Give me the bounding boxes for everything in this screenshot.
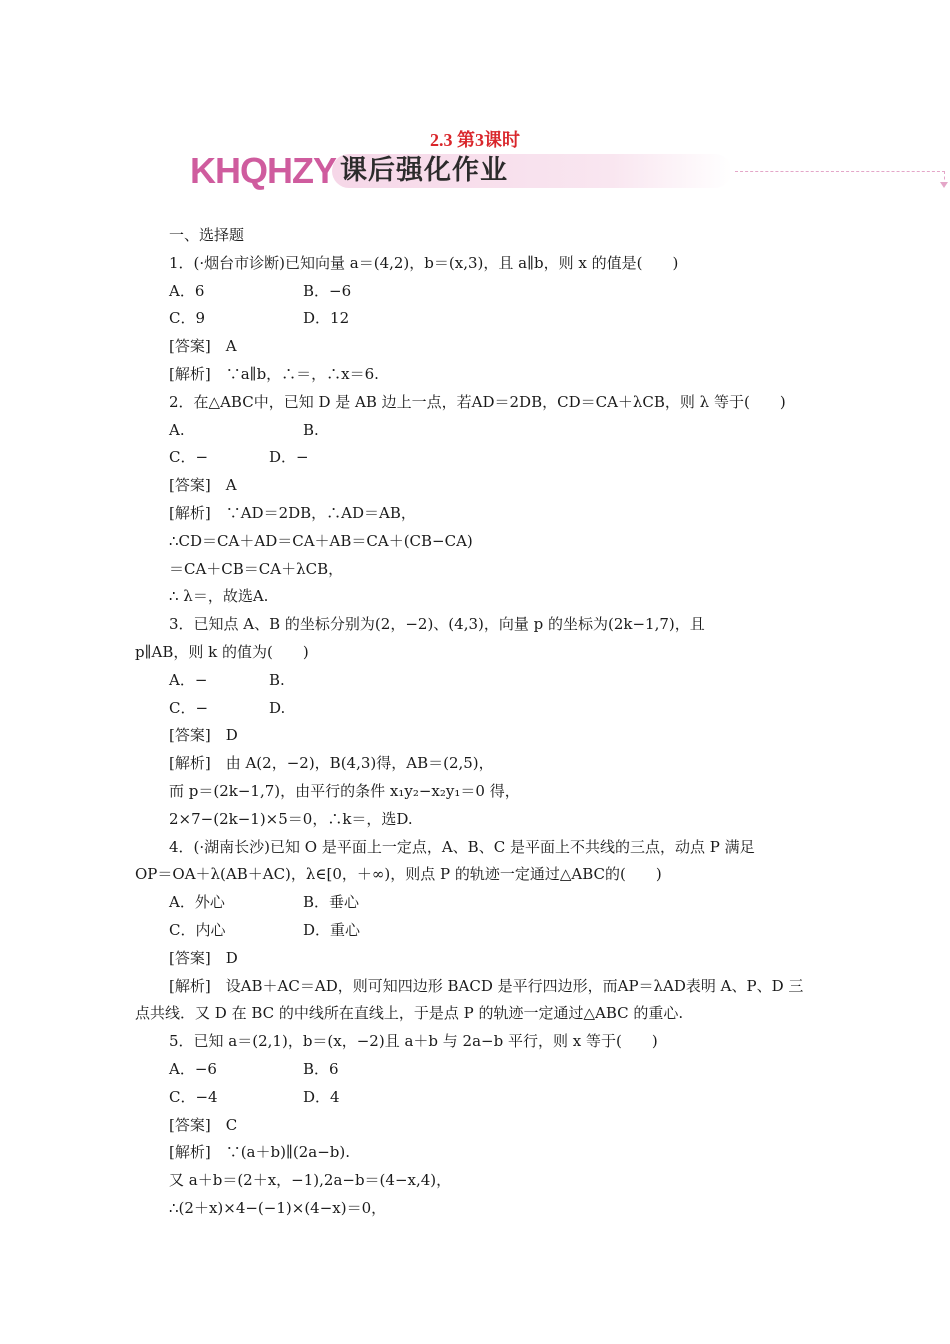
option-text: B. xyxy=(303,420,319,439)
option-text: D．− xyxy=(269,448,309,467)
option-text: D．重心 xyxy=(303,920,361,939)
text-line: [解析] ∵(a＋b)∥(2a−b). xyxy=(169,1143,351,1162)
answer-options-row xyxy=(135,667,825,695)
text-line: [答案] A xyxy=(169,476,237,495)
text-line: 又 a＋b＝(2＋x，−1),2a−b＝(4−x,4)， xyxy=(169,1171,452,1190)
text-line: p∥AB，则 k 的值为( ) xyxy=(135,642,309,661)
answer-options-row xyxy=(135,1084,825,1112)
text-line: [答案] C xyxy=(169,1115,238,1134)
option-text: B．−6 xyxy=(303,281,352,300)
section-heading: 一、选择题 xyxy=(169,226,245,244)
banner-label: 课后强化作业 xyxy=(340,155,508,186)
option-text: A．− xyxy=(169,670,208,689)
text-line: ∴ λ＝，故选A. xyxy=(169,587,269,606)
banner-dashed-line xyxy=(735,171,945,172)
text-line: 2．在△ABC中，已知 D 是 AB 边上一点，若AD＝2DB，CD＝CA＋λCB，则 λ 等于( ) xyxy=(169,392,786,411)
text-line: 5．已知 a＝(2,1)，b＝(x，−2)且 a＋b 与 2a−b 平行，则 x 等于( ) xyxy=(169,1032,658,1051)
option-text: B. xyxy=(269,670,285,689)
option-text: A．6 xyxy=(169,281,205,300)
text-line: [解析] 由 A(2，−2)，B(4,3)得，AB＝(2,5)， xyxy=(169,754,494,773)
text-line: [解析] 设AB＋AC＝AD，则可知四边形 BACD 是平行四边形，而AP＝λAD表明 A、P、D 三 xyxy=(169,976,804,995)
banner-arrow-icon xyxy=(940,182,948,188)
text-line: 3．已知点 A、B 的坐标分别为(2，−2)、(4,3)，向量 p 的坐标为(2k−1,7)，且 xyxy=(169,615,705,634)
text-line: OP＝OA＋λ(AB＋AC)，λ∈[0，＋∞)，则点 P 的轨迹一定通过△ABC的( ) xyxy=(135,865,662,884)
text-line: [解析] ∵a∥b，∴＝，∴x＝6. xyxy=(169,364,379,383)
text-line: 点共线．又 D 在 BC 的中线所在直线上，于是点 P 的轨迹一定通过△ABC 的重心. xyxy=(135,1004,684,1023)
option-text: B．垂心 xyxy=(303,893,360,912)
answer-options-row xyxy=(135,917,825,945)
text-line: [答案] A xyxy=(169,337,237,356)
option-text: C．9 xyxy=(169,309,206,328)
answer-options-row xyxy=(135,417,825,445)
option-text: D．4 xyxy=(303,1087,340,1106)
text-line: ∴CD＝CA＋AD＝CA＋AB＝CA＋(CB−CA) xyxy=(169,531,473,550)
page-title: 2.3 第3课时 xyxy=(430,130,520,150)
answer-options-row xyxy=(135,695,825,723)
banner-logo: KHQHZY xyxy=(190,150,336,191)
option-text: D．12 xyxy=(303,309,350,328)
answer-options-row xyxy=(135,444,825,472)
answer-options-row xyxy=(135,278,825,306)
text-line: 2×7−(2k−1)×5＝0，∴k＝，选D. xyxy=(169,809,413,828)
text-line: 4．(·湖南长沙)已知 O 是平面上一定点，A、B、C 是平面上不共线的三点，动点 P 满足 xyxy=(169,837,755,856)
exercise-lines xyxy=(135,250,825,1223)
text-line: [答案] D xyxy=(169,948,238,967)
option-text: C．内心 xyxy=(169,920,226,939)
option-text: D. xyxy=(269,698,286,717)
answer-options-row xyxy=(135,889,825,917)
answer-options-row xyxy=(135,305,825,333)
option-text: C．− xyxy=(169,698,209,717)
option-text: B．6 xyxy=(303,1059,339,1078)
text-line: 1．(·烟台市诊断)已知向量 a＝(4,2)，b＝(x,3)，且 a∥b，则 x 的值是( ) xyxy=(169,253,679,272)
text-line: [答案] D xyxy=(169,726,238,745)
option-text: A．外心 xyxy=(169,893,225,912)
answer-options-row xyxy=(135,1056,825,1084)
text-line: ＝CA＋CB＝CA＋λCB， xyxy=(169,559,344,578)
text-line: 而 p＝(2k−1,7)，由平行的条件 x₁y₂−x₂y₁＝0 得， xyxy=(169,781,520,800)
option-text: C．−4 xyxy=(169,1087,218,1106)
option-text: A．−6 xyxy=(169,1059,217,1078)
text-line: [解析] ∵AD＝2DB，∴AD＝AB， xyxy=(169,503,416,522)
text-line: ∴(2＋x)×4−(−1)×(4−x)＝0， xyxy=(169,1198,387,1217)
exercise-content xyxy=(135,222,825,1223)
section-banner xyxy=(190,150,770,194)
option-text: C．− xyxy=(169,448,209,467)
option-text: A. xyxy=(169,420,185,439)
